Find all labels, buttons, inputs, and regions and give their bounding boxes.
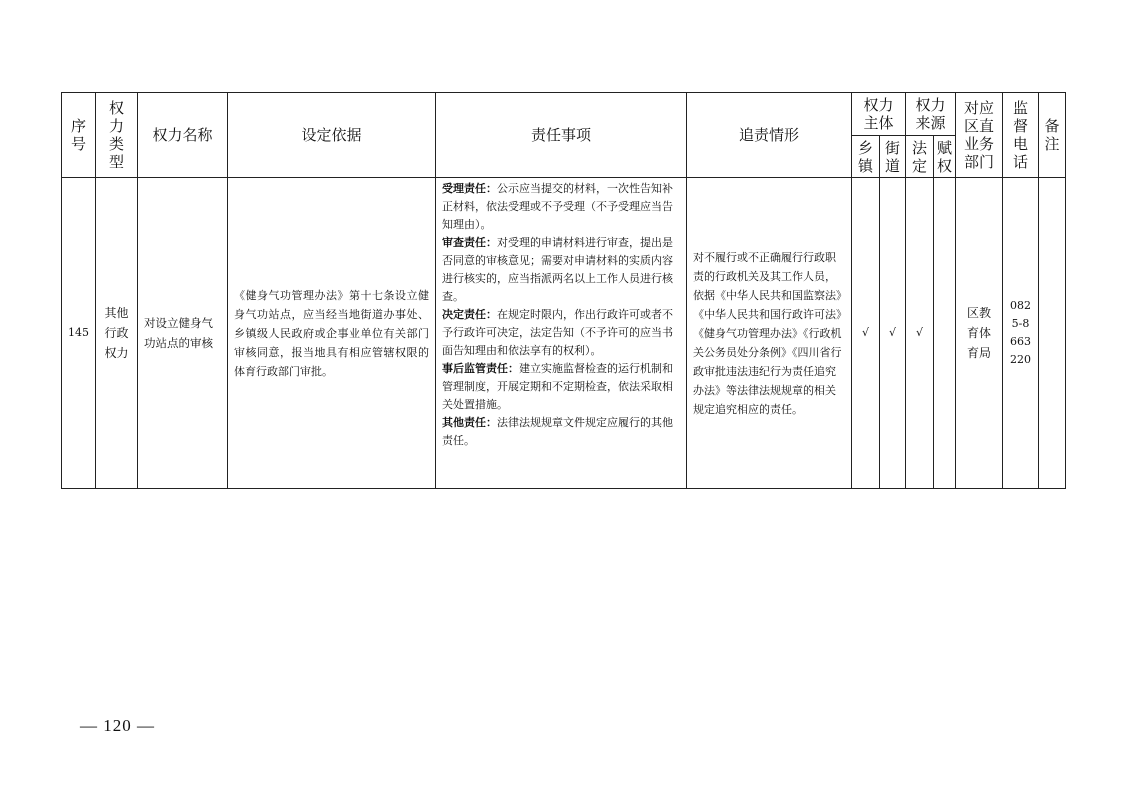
cell-name: 对设立健身气功站点的审核	[138, 178, 228, 489]
cell-seq: 145	[62, 178, 96, 489]
power-list-table	[61, 92, 1066, 489]
tel-line: 5-8	[1011, 317, 1030, 330]
header-name: 权力名称	[138, 93, 228, 178]
tel-line: 220	[1010, 353, 1031, 366]
header-source-legal: 法定	[906, 136, 934, 178]
cell-tel	[1003, 178, 1039, 489]
table-row	[62, 178, 1066, 489]
cell-granted-check	[934, 178, 956, 489]
header-remark: 备注	[1039, 93, 1066, 178]
cell-duties	[436, 178, 687, 489]
cell-legal-check: √	[906, 178, 934, 489]
duty-item: 受理责任：公示应当提交的材料，一次性告知补正材料，依法受理或不予受理（不予受理应当告知理由）。	[442, 182, 673, 231]
header-source: 权力来源	[906, 93, 956, 136]
header-dept: 对应区直业务部门	[956, 93, 1003, 178]
header-type: 权力类型	[96, 93, 138, 178]
cell-street-check: √	[880, 178, 906, 489]
duty-item: 审查责任：对受理的申请材料进行审查，提出是否同意的审核意见；需要对申请材料的实质内容进行核实的，应当指派两名以上工作人员进行核查。	[442, 236, 673, 303]
tel-line: 663	[1010, 335, 1031, 348]
header-basis: 设定依据	[228, 93, 436, 178]
header-subject: 权力主体	[852, 93, 906, 136]
header-tel: 监督电话	[1003, 93, 1039, 178]
cell-remark	[1039, 178, 1066, 489]
duty-item: 其他责任：法律法规规章文件规定应履行的其他责任。	[442, 416, 673, 447]
cell-type: 其他行政权力	[96, 178, 138, 489]
header-source-granted: 赋权	[934, 136, 956, 178]
header-accountability: 追责情形	[687, 93, 852, 178]
header-subject-town: 乡镇	[852, 136, 880, 178]
cell-dept: 区教育体育局	[956, 178, 1003, 489]
duty-item: 事后监管责任：建立实施监督检查的运行机制和管理制度，开展定期和不定期检查，依法采取相关处置措施。	[442, 362, 673, 411]
cell-town-check: √	[852, 178, 880, 489]
header-subject-street: 街道	[880, 136, 906, 178]
tel-line: 082	[1010, 299, 1031, 312]
duty-item: 决定责任：在规定时限内，作出行政许可或者不予行政许可决定，法定告知（不予许可的应当书面告知理由和依法享有的权利）。	[442, 308, 673, 357]
cell-accountability: 对不履行或不正确履行行政职责的行政机关及其工作人员，依据《中华人民共和国监察法》《中华人民共和国行政许可法》《健身气功管理办法》《行政机关公务员处分条例》《四川省行政审批违法违纪行为责任追究办法》等法律法规规章的相关规定追究相应的责任。	[687, 178, 852, 489]
cell-basis: 《健身气功管理办法》第十七条设立健身气功站点，应当经当地街道办事处、乡镇级人民政府或企事业单位有关部门审核同意，报当地具有相应管辖权限的体育行政部门审批。	[228, 178, 436, 489]
page-number: — 120 —	[80, 716, 155, 735]
header-seq: 序号	[62, 93, 96, 178]
header-duty: 责任事项	[436, 93, 687, 178]
